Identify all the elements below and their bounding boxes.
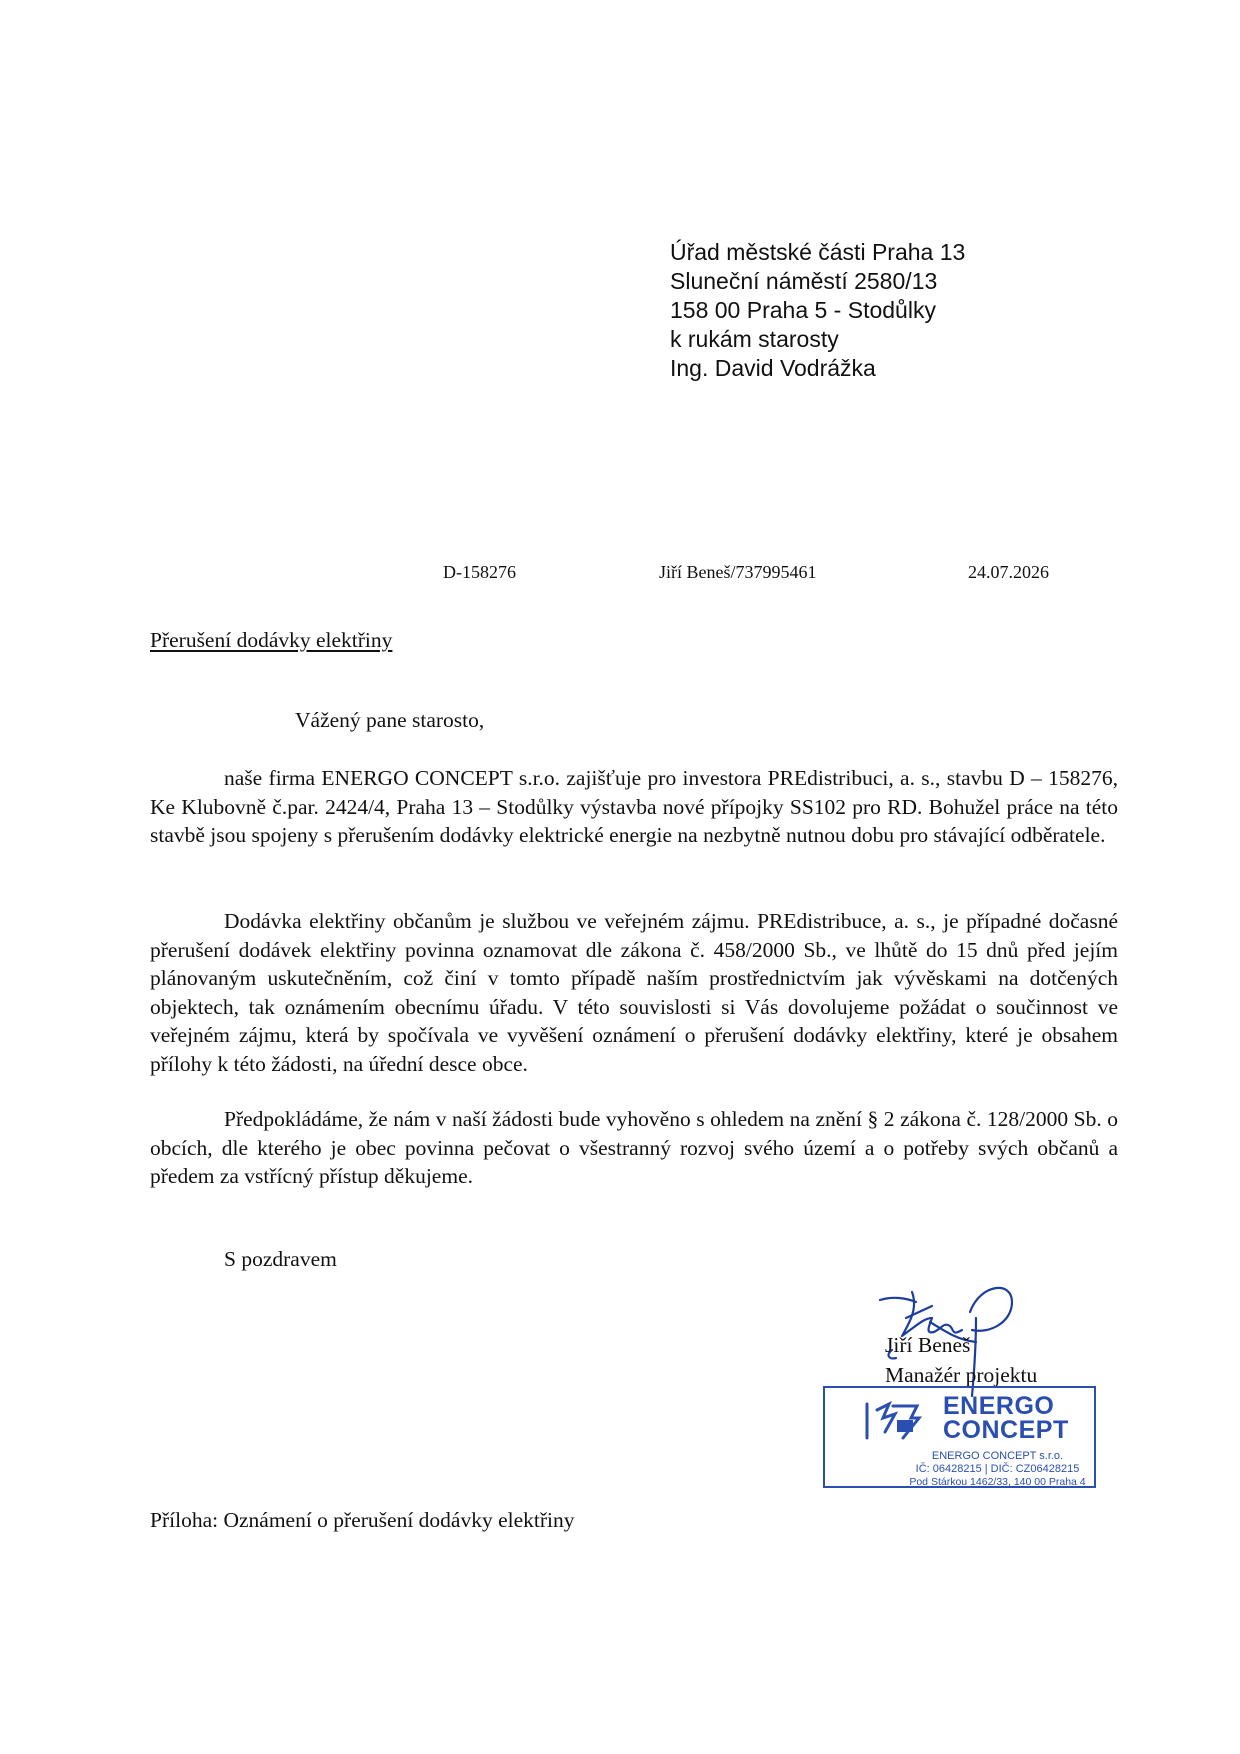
lightning-logo-icon [863,1398,923,1444]
stamp-address: Pod Stárkou 1462/33, 140 00 Praha 4 [909,1476,1086,1488]
signer-name: Jiří Beneš [885,1333,971,1357]
stamp-company: ENERGO CONCEPT s.r.o. [931,1450,1064,1462]
body-paragraph-2: Dodávka elektřiny občanům je službou ve veřejném zájmu. PREdistribuce, a. s., je případné dočasné přerušení dodávek elektřiny povinna oznamovat dle zákona č. 458/2000 Sb., ve lhůtě do 15 dnů před jejím plánovaným uskutečněním, což činí v tomto případě naším prostřednictvím jak vývěskami na dotčených objektech, tak oznámením obecnímu úřadu. V této souvislosti si Vás dovolujeme požádat o součinnost ve veřejném zájmu, která by spočívala ve vyvěšení oznámení o přerušení dodávky elektřiny, které je obsahem přílohy k této žádosti, na úřední desce obce. [150,909,1118,1076]
recipient-line-city: 158 00 Praha 5 - Stodůlky [670,297,936,323]
closing: S pozdravem [224,1247,337,1271]
reference-contact: Jiří Beneš/737995461 [659,562,817,582]
recipient-line-street: Sluneční náměstí 2580/13 [670,268,938,294]
salutation: Vážený pane starosto, [295,708,485,732]
recipient-line-attention: k rukám starosty [670,326,839,352]
reference-number: D-158276 [443,562,516,582]
body-paragraph-3: Předpokládáme, že nám v naší žádosti bude vyhověno s ohledem na znění § 2 zákona č. 128/2000 Sb. o obcích, dle kterého je obec povinna pečovat o všestranný rozvoj svého území a o potřeby svých občanů a předem za vstřícný přístup děkujeme. [150,1107,1118,1188]
company-stamp [823,1386,1096,1488]
signer-role: Manažér projektu [885,1363,1038,1387]
stamp-ids: IČ: 06428215 | DIČ: CZ06428215 [915,1463,1080,1475]
recipient-line-office: Úřad městské části Praha 13 [670,239,966,265]
stamp-name-line2: CONCEPT [943,1416,1069,1444]
body-paragraph-1: naše firma ENERGO CONCEPT s.r.o. zajišťuje pro investora PREdistribuci, a. s., stavbu D – 158276, Ke Klubovně č.par. 2424/4, Praha 13 – Stodůlky výstavba nové přípojky SS102 pro RD. Bohužel práce na této stavbě jsou spojeny s přerušením dodávky elektrické energie na nezbytně nutnou dobu pro stávající odběratele. [150,766,1118,847]
letter-subject: Přerušení dodávky elektřiny [150,628,393,652]
reference-date: 24.07.2026 [968,562,1049,582]
stamp-name-line1: ENERGO [943,1392,1055,1420]
signer-block [885,1330,1037,1390]
attachment-note: Příloha: Oznámení o přerušení dodávky elektřiny [150,1508,575,1532]
recipient-line-person: Ing. David Vodrážka [670,355,876,381]
recipient-address [670,238,965,383]
